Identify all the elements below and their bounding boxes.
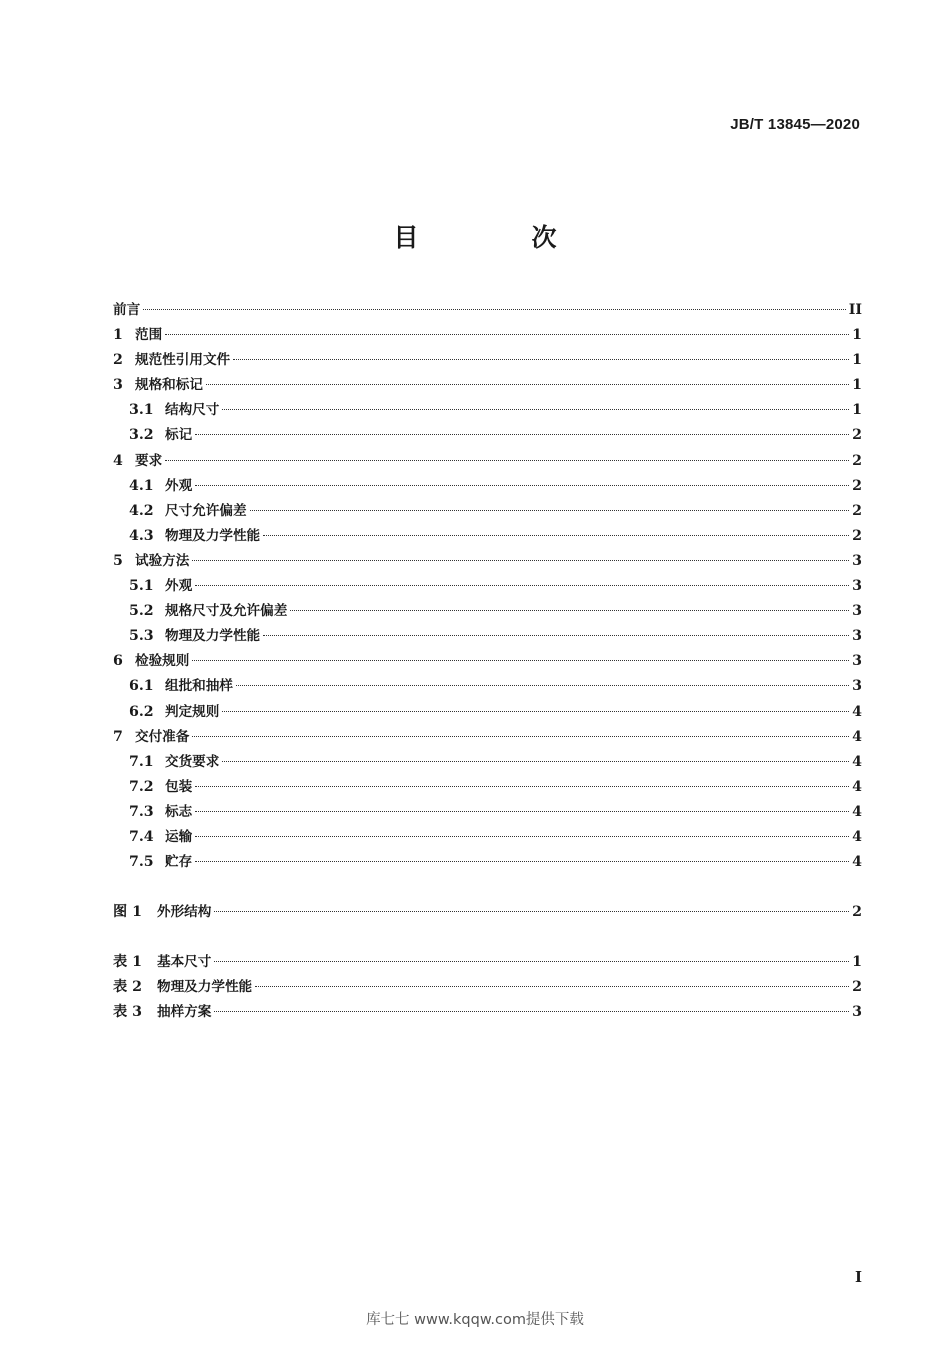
toc-entry-number: 4	[113, 452, 123, 469]
toc-entry-label: 外观	[165, 578, 193, 595]
toc-entry-page: 4	[852, 753, 862, 770]
toc-entry-page: 3	[852, 578, 862, 595]
table-of-contents	[113, 298, 862, 1026]
dot-leader	[165, 334, 849, 335]
toc-entry-page: 4	[852, 778, 862, 795]
toc-entry-label: 规格和标记	[135, 377, 203, 394]
toc-entry-label: 基本尺寸	[157, 954, 212, 971]
toc-entry-label: 试验方法	[135, 552, 190, 569]
toc-entry-label: 外观	[165, 477, 193, 494]
toc-entry-label: 抽样方案	[157, 1004, 212, 1021]
dot-leader	[195, 485, 849, 486]
toc-entry[interactable]	[113, 700, 862, 725]
toc-entry-label: 标志	[165, 803, 193, 820]
dot-leader	[195, 811, 849, 812]
toc-entry[interactable]	[113, 549, 862, 574]
toc-entry-page: 2	[852, 427, 862, 444]
toc-entry-page: 1	[852, 954, 862, 971]
toc-entry-label: 外形结构	[157, 904, 212, 921]
toc-entry-page: 2	[852, 502, 862, 519]
toc-entry[interactable]	[113, 373, 862, 398]
dot-leader	[214, 911, 849, 912]
dot-leader	[263, 535, 849, 536]
toc-entry-number: 3.1	[129, 402, 154, 419]
toc-entry-page: 4	[852, 728, 862, 745]
dot-leader	[214, 1011, 849, 1012]
toc-entry-label: 结构尺寸	[165, 402, 220, 419]
toc-entry-label: 组批和抽样	[165, 678, 233, 695]
toc-entry-label: 交货要求	[165, 753, 220, 770]
toc-entry-number: 6.2	[129, 703, 154, 720]
toc-entry-page: 1	[852, 327, 862, 344]
dot-leader	[222, 409, 849, 410]
toc-entry-number: 7	[113, 728, 123, 745]
toc-entry-number: 表 2	[113, 979, 142, 996]
toc-entry-page: 3	[852, 1004, 862, 1021]
toc-entry-page: 4	[852, 854, 862, 871]
dot-leader	[214, 961, 849, 962]
toc-entry-page: 2	[852, 477, 862, 494]
toc-entry-page: 3	[852, 653, 862, 670]
toc-entry-label: 前言	[113, 302, 141, 318]
table-entry[interactable]	[113, 1000, 862, 1025]
dot-leader	[290, 610, 849, 611]
toc-entry-label: 规范性引用文件	[135, 352, 231, 369]
toc-entry[interactable]	[113, 398, 862, 423]
toc-entry-number: 3.2	[129, 427, 154, 444]
toc-entry-number: 5.2	[129, 603, 154, 620]
toc-entry-number: 3	[113, 377, 123, 394]
toc-entry-page: II	[848, 302, 862, 318]
dot-leader	[195, 585, 849, 586]
dot-leader	[165, 460, 849, 461]
dot-leader	[263, 635, 849, 636]
page-title: 目 次	[393, 223, 601, 252]
toc-tables-section	[113, 950, 862, 1025]
toc-figures-section	[113, 900, 862, 925]
dot-leader	[206, 384, 849, 385]
toc-entry[interactable]	[113, 800, 862, 825]
toc-entry-label: 运输	[165, 828, 193, 845]
toc-entry-label: 物理及力学性能	[157, 979, 253, 996]
dot-leader	[192, 560, 849, 561]
toc-entry-number: 1	[113, 327, 123, 344]
toc-entry-page: 4	[852, 803, 862, 820]
download-footer: 库七七 www.kqqw.com提供下载	[366, 1312, 584, 1328]
toc-entry-number: 7.5	[129, 854, 154, 871]
page-number: I	[854, 1268, 862, 1286]
toc-entry-page: 3	[852, 678, 862, 695]
section-gap	[113, 925, 862, 950]
toc-entry-page: 2	[852, 904, 862, 921]
toc-entry-page: 3	[852, 628, 862, 645]
toc-entry[interactable]	[113, 323, 862, 348]
dot-leader	[236, 685, 849, 686]
toc-entry[interactable]	[113, 825, 862, 850]
toc-entry-number: 4.1	[129, 477, 154, 494]
toc-entry[interactable]	[113, 674, 862, 699]
toc-entry[interactable]	[113, 423, 862, 448]
toc-entry[interactable]	[113, 850, 862, 875]
toc-entry-label: 物理及力学性能	[165, 527, 261, 544]
toc-entry-page: 1	[852, 352, 862, 369]
table-entry[interactable]	[113, 950, 862, 975]
toc-entry-number: 7.3	[129, 803, 154, 820]
toc-entry[interactable]	[113, 725, 862, 750]
toc-entry-number: 表 3	[113, 1004, 142, 1021]
dot-leader	[250, 510, 849, 511]
dot-leader	[222, 761, 849, 762]
toc-entry-label: 判定规则	[165, 703, 220, 720]
dot-leader	[233, 359, 849, 360]
toc-entry-label: 贮存	[165, 854, 193, 871]
toc-entry-page: 2	[852, 979, 862, 996]
toc-entry-number: 2	[113, 352, 123, 369]
dot-leader	[143, 309, 846, 310]
figure-entry[interactable]	[113, 900, 862, 925]
toc-entry[interactable]	[113, 499, 862, 524]
toc-entry-number: 7.2	[129, 778, 154, 795]
toc-entry-label: 物理及力学性能	[165, 628, 261, 645]
dot-leader	[192, 660, 849, 661]
toc-entry-label: 检验规则	[135, 653, 190, 670]
toc-entry-page: 4	[852, 703, 862, 720]
toc-entry[interactable]	[113, 474, 862, 499]
toc-entry-page: 2	[852, 527, 862, 544]
toc-entry-label: 交付准备	[135, 728, 190, 745]
toc-entry-label: 范围	[135, 327, 163, 344]
dot-leader	[192, 736, 849, 737]
toc-entry-number: 5.3	[129, 628, 154, 645]
toc-entry-number: 6	[113, 653, 123, 670]
toc-entry[interactable]	[113, 298, 862, 323]
toc-entry[interactable]	[113, 750, 862, 775]
toc-entry-page: 3	[852, 552, 862, 569]
toc-entry[interactable]	[113, 449, 862, 474]
toc-entry[interactable]	[113, 348, 862, 373]
standard-code: JB/T 13845—2020	[730, 116, 860, 133]
toc-entry-label: 包装	[165, 778, 193, 795]
toc-entry[interactable]	[113, 599, 862, 624]
toc-entry-number: 4.2	[129, 502, 154, 519]
toc-entry[interactable]	[113, 574, 862, 599]
dot-leader	[195, 434, 849, 435]
toc-entry-page: 1	[852, 377, 862, 394]
dot-leader	[222, 711, 849, 712]
toc-entry[interactable]	[113, 649, 862, 674]
toc-entry-number: 7.1	[129, 753, 154, 770]
toc-entry-number: 5.1	[129, 578, 154, 595]
toc-entry-page: 4	[852, 828, 862, 845]
toc-entry-page: 1	[852, 402, 862, 419]
toc-entry-number: 5	[113, 552, 123, 569]
toc-entry-page: 3	[852, 603, 862, 620]
toc-entry-number: 7.4	[129, 828, 154, 845]
toc-entry-number: 4.3	[129, 527, 154, 544]
toc-entry-number: 表 1	[113, 954, 142, 971]
toc-entry-number: 6.1	[129, 678, 154, 695]
dot-leader	[195, 786, 849, 787]
dot-leader	[255, 986, 849, 987]
toc-entry[interactable]	[113, 624, 862, 649]
toc-entry-label: 尺寸允许偏差	[165, 502, 247, 519]
table-entry[interactable]	[113, 975, 862, 1000]
toc-main-section	[113, 298, 862, 875]
toc-entry-label: 标记	[165, 427, 193, 444]
toc-entry-number: 图 1	[113, 904, 142, 921]
toc-entry-label: 规格尺寸及允许偏差	[165, 603, 288, 620]
dot-leader	[195, 861, 849, 862]
toc-entry-page: 2	[852, 452, 862, 469]
section-gap	[113, 875, 862, 900]
toc-entry[interactable]	[113, 524, 862, 549]
toc-entry[interactable]	[113, 775, 862, 800]
toc-entry-label: 要求	[135, 452, 163, 469]
dot-leader	[195, 836, 849, 837]
